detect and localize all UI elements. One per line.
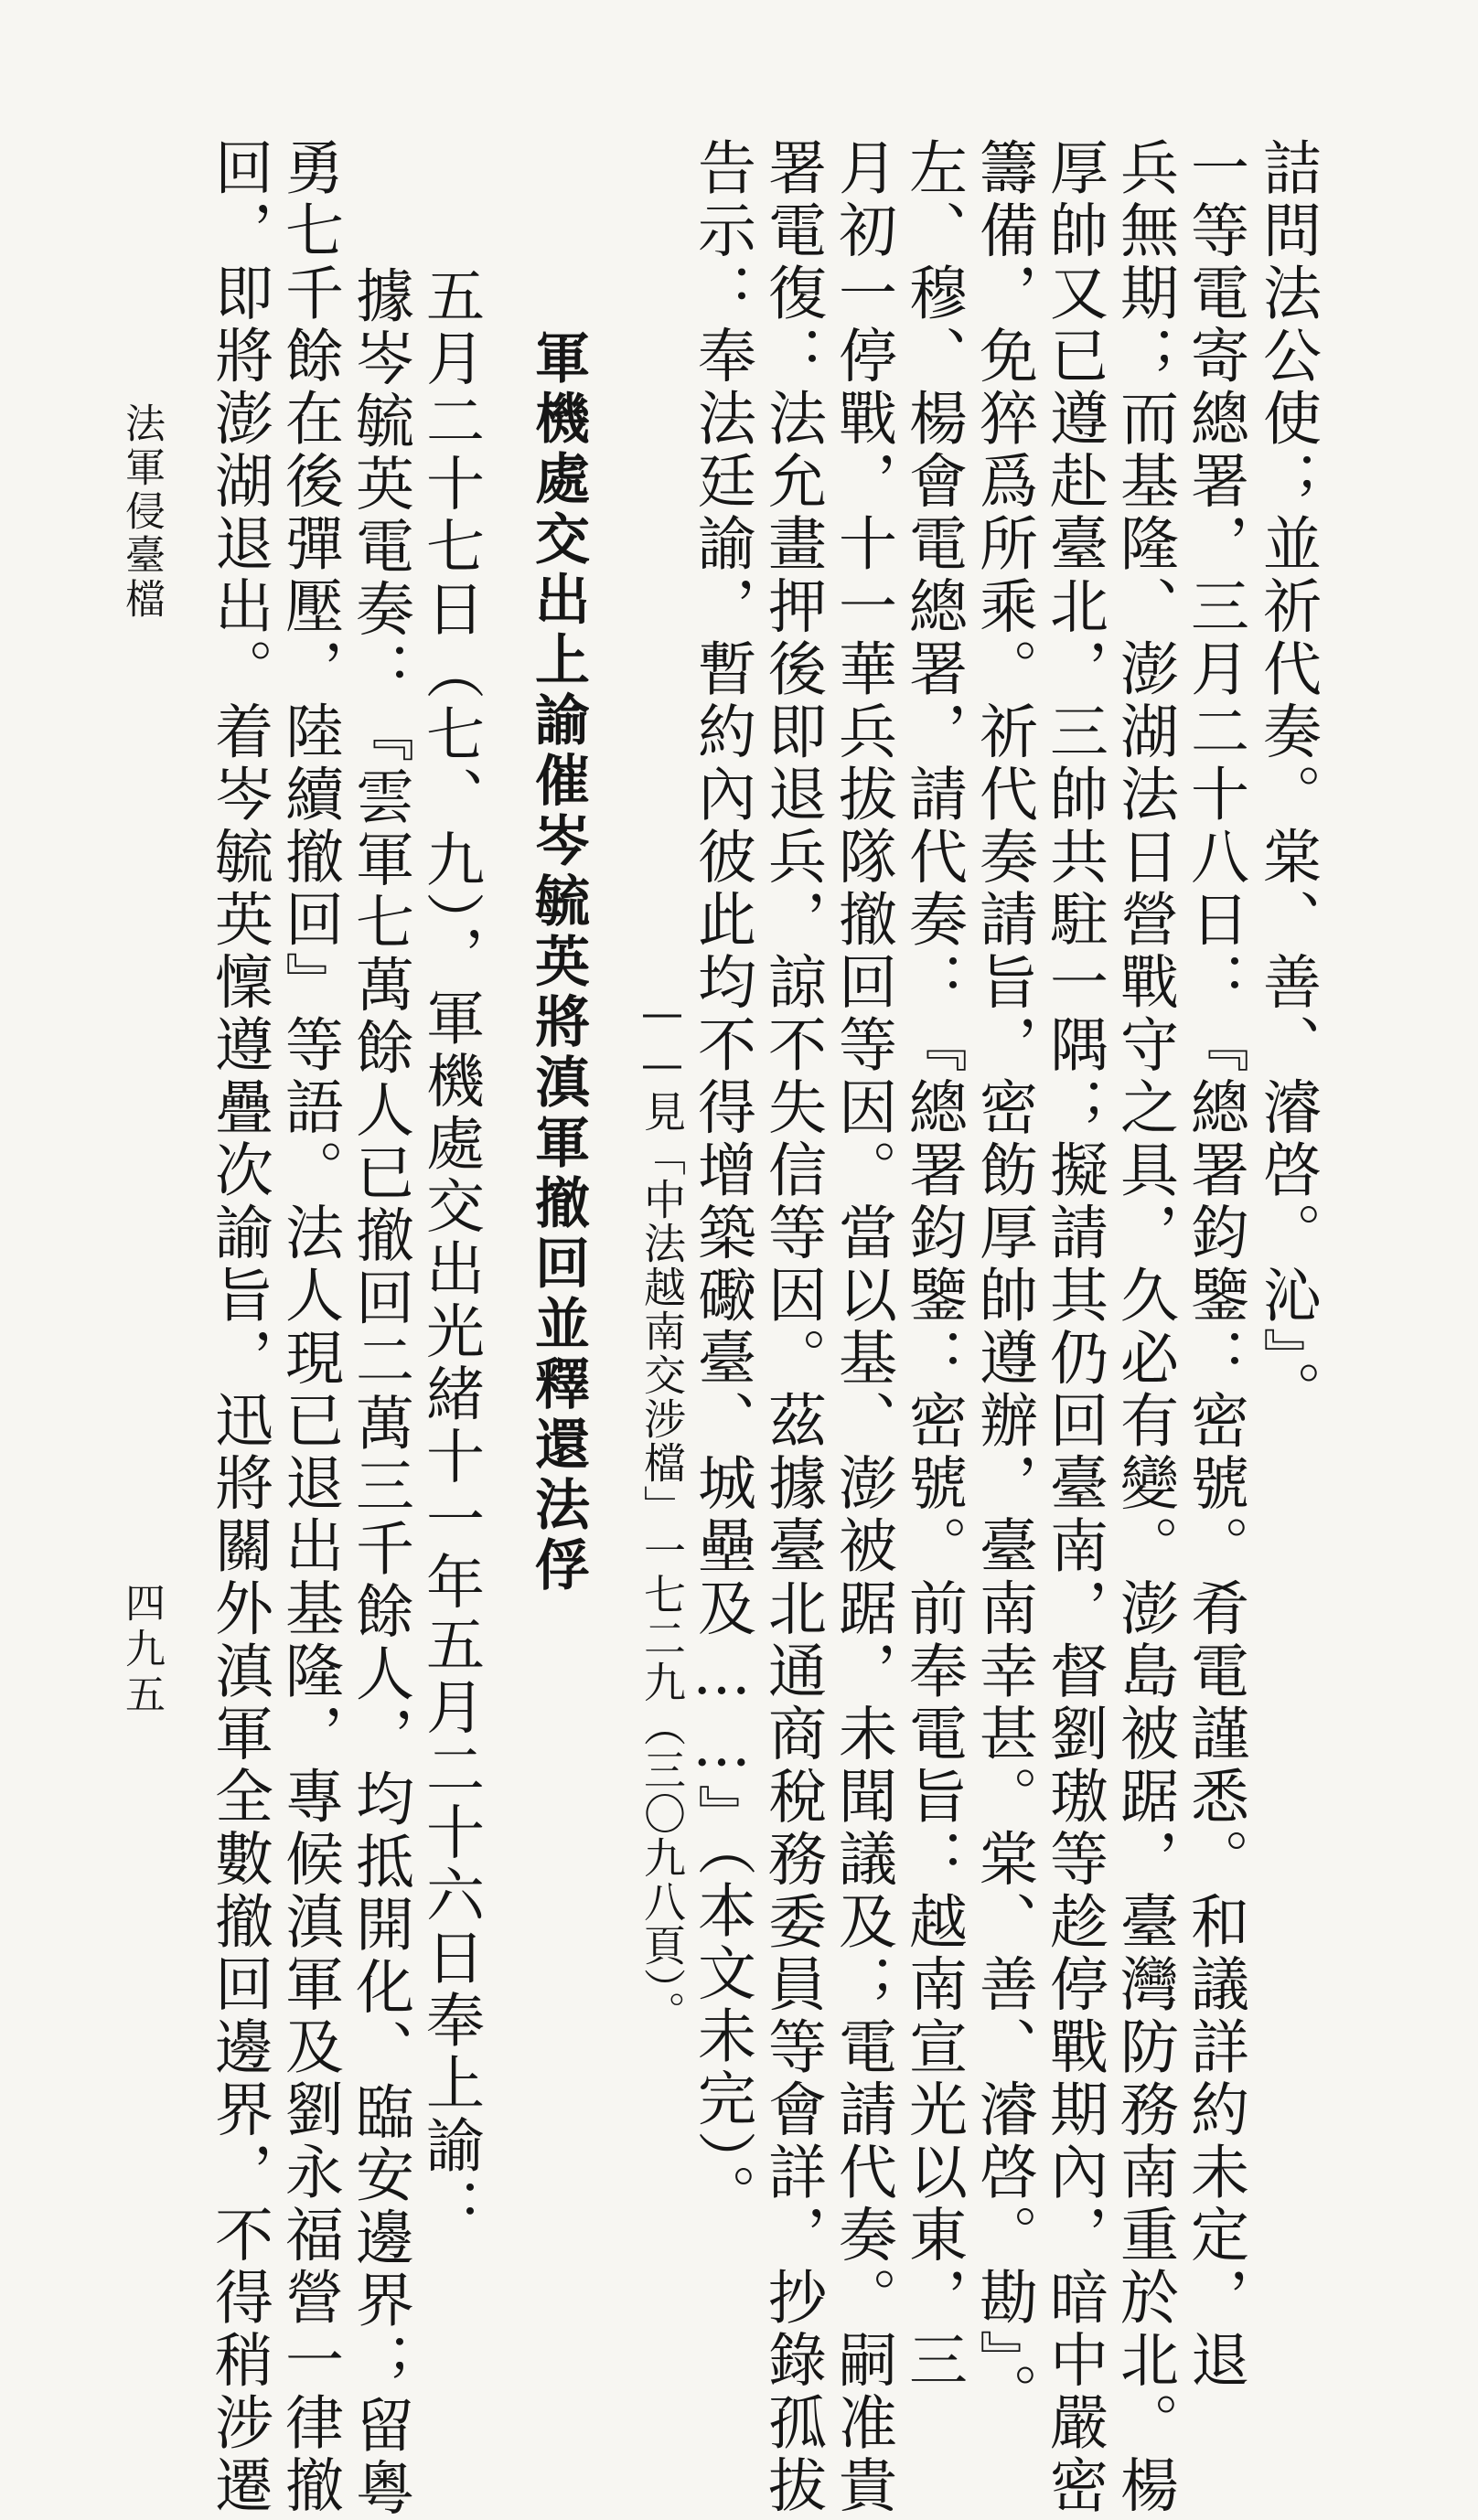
doc2-line-2: 據岑毓英電奏：『雲軍七萬餘人已撤回二萬三千餘人，均抵開化、臨安邊界；留粵	[346, 265, 413, 2520]
doc2-line-1: 五月二十七日（七、九），軍機處交出光緒十一年五月二十六日奉上諭：	[416, 265, 484, 2240]
doc1-line-8: 署電復：法允畫押後即退兵，諒不失信等因。茲據臺北通商稅務委員等會詳，抄錄孤拔	[758, 137, 826, 2517]
doc1-line-2: 一等電寄總署，三月二十八日：『總署鈞鑒：密號。肴電謹悉。和議詳約未定，退	[1181, 137, 1248, 2392]
doc1-line-7: 月初一停戰，十一華兵拔隊撤回等因。當以基、澎被踞，未聞議及；電請代奏。嗣准貴	[829, 137, 896, 2517]
source-citation: ——見「中法越南交涉檔」一七二九（三〇九八頁）。	[637, 988, 687, 2034]
doc1-line-9: 告示：奉法廷諭，暫約內彼此均不得增築礮臺、城壘及……』（本文未完）。	[688, 137, 755, 2226]
section-heading: 軍機處交出上諭催岑毓英將滇軍撤回並釋還法俘	[526, 329, 590, 1596]
doc2-line-3: 勇七千餘在後彈壓，陸續撤回』等語。法人現已退出基隆，專候滇軍及劉永福營一律撤	[275, 137, 343, 2517]
doc1-line-3: 兵無期；而基隆、澎湖法日營戰守之具，久必有變。澎島被踞，臺灣防務南重於北。楊	[1110, 137, 1178, 2517]
doc1-line-5: 籌備，免猝爲所乘。祈代奏請旨，密飭厚帥遵辦，臺南幸甚。棠、善、濬啓。勘』。	[969, 137, 1037, 2426]
running-title: 法軍侵臺檔	[118, 402, 165, 622]
doc1-line-6: 左、穆、楊會電總署，請代奏：『總署鈞鑒：密號。前奉電旨：越南宣光以東，三	[899, 137, 967, 2392]
doc1-line-4: 厚帥又已遵赴臺北，三帥共駐一隅；擬請其仍回臺南，督劉璈等趁停戰期內，暗中嚴密	[1040, 137, 1108, 2517]
doc2-line-4: 回，即將澎湖退出。着岑毓英懍遵疊次諭旨，迅將關外滇軍全數撤回邊界，不得稍涉遷	[205, 137, 273, 2517]
page-number: 四九五	[118, 1582, 165, 1719]
doc1-line-1: 詰問法公使；並祈代奏。棠、善、濬啓。沁』。	[1253, 137, 1321, 1424]
